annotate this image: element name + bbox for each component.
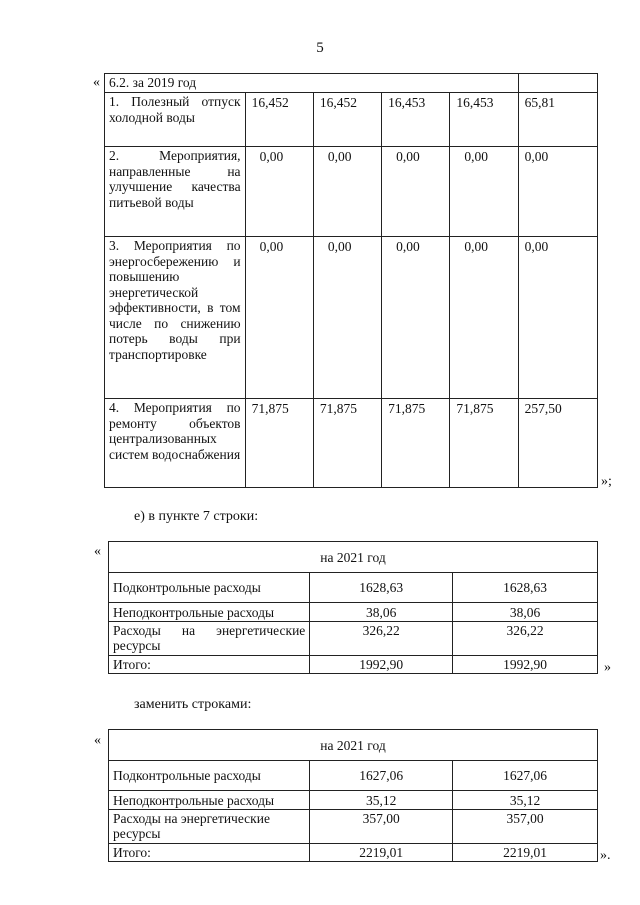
table-cell: 326,22 <box>310 622 453 656</box>
table-cell: 1628,63 <box>310 573 453 603</box>
table-cell: 1627,06 <box>310 761 453 791</box>
table-row <box>105 399 598 488</box>
table-cell: 2219,01 <box>310 844 453 862</box>
table-cell: 0,00 <box>450 147 518 237</box>
table-cell: 16,452 <box>313 93 381 147</box>
table-cell: 0,00 <box>382 237 450 399</box>
paragraph-e: е) в пункте 7 строки: <box>134 509 259 524</box>
table-cell: 1992,90 <box>453 656 598 674</box>
table1-header: 6.2. за 2019 год <box>105 74 519 93</box>
row-label: Итого: <box>109 844 310 862</box>
table-cell: 0,00 <box>313 147 381 237</box>
table-row <box>109 844 598 862</box>
close-quote-table1: »; <box>601 474 612 489</box>
table-cell: 0,00 <box>518 147 597 237</box>
table-cell: 0,00 <box>245 147 313 237</box>
row-label: 4. Мероприятия по ремонту объектов централизованных систем водоснабжения <box>105 399 246 488</box>
close-quote-table3: ». <box>600 848 611 863</box>
close-quote-table2: » <box>604 660 611 675</box>
table-cell: 35,12 <box>310 791 453 810</box>
table-row <box>109 656 598 674</box>
table-2019 <box>104 73 598 488</box>
table-cell: 71,875 <box>245 399 313 488</box>
table-cell: 1627,06 <box>453 761 598 791</box>
table-row <box>109 573 598 603</box>
page-number: 5 <box>316 40 324 56</box>
table-row <box>109 603 598 622</box>
table-cell: 357,00 <box>453 810 598 844</box>
table-2021-new <box>108 729 598 862</box>
table-2021-old <box>108 541 598 674</box>
table-cell: 38,06 <box>453 603 598 622</box>
table-row <box>105 147 598 237</box>
table-row <box>109 761 598 791</box>
table1-header-cell-empty <box>518 74 597 93</box>
table-row <box>109 810 598 844</box>
row-label: 1. Полезный отпуск холодной воды <box>105 93 246 147</box>
table-cell: 1628,63 <box>453 573 598 603</box>
table-cell: 357,00 <box>310 810 453 844</box>
table-cell: 326,22 <box>453 622 598 656</box>
table-cell: 1992,90 <box>310 656 453 674</box>
table-cell: 0,00 <box>382 147 450 237</box>
table-cell: 2219,01 <box>453 844 598 862</box>
row-label: Неподконтрольные расходы <box>109 791 310 810</box>
row-label: 2. Мероприятия, направленные на улучшение качества питьевой воды <box>105 147 246 237</box>
table-cell: 0,00 <box>313 237 381 399</box>
table-row <box>105 93 598 147</box>
table-cell: 71,875 <box>450 399 518 488</box>
table-cell: 38,06 <box>310 603 453 622</box>
paragraph-replace: заменить строками: <box>134 697 252 712</box>
open-quote-table1: « <box>93 75 100 90</box>
table-cell: 71,875 <box>382 399 450 488</box>
table-row <box>109 622 598 656</box>
table-cell: 257,50 <box>518 399 597 488</box>
row-label: Расходы на энергетические ресурсы <box>109 622 310 656</box>
table-cell: 0,00 <box>450 237 518 399</box>
row-label: Расходы на энергетические ресурсы <box>109 810 310 844</box>
table2-header: на 2021 год <box>109 542 598 573</box>
table-cell: 16,453 <box>382 93 450 147</box>
row-label: Подконтрольные расходы <box>109 573 310 603</box>
row-label: Подконтрольные расходы <box>109 761 310 791</box>
row-label: 3. Мероприятия по энергосбережению и повышению энергетической эффективности, в том числе по снижению потерь воды при транспортировке <box>105 237 246 399</box>
table3-header: на 2021 год <box>109 730 598 761</box>
table-cell: 16,452 <box>245 93 313 147</box>
table-row <box>105 237 598 399</box>
row-label: Итого: <box>109 656 310 674</box>
open-quote-table3: « <box>94 733 101 748</box>
table-cell: 0,00 <box>245 237 313 399</box>
open-quote-table2: « <box>94 544 101 559</box>
row-label: Неподконтрольные расходы <box>109 603 310 622</box>
table-cell: 65,81 <box>518 93 597 147</box>
table-row <box>109 791 598 810</box>
table-cell: 71,875 <box>313 399 381 488</box>
table-cell: 16,453 <box>450 93 518 147</box>
table-cell: 0,00 <box>518 237 597 399</box>
table-cell: 35,12 <box>453 791 598 810</box>
